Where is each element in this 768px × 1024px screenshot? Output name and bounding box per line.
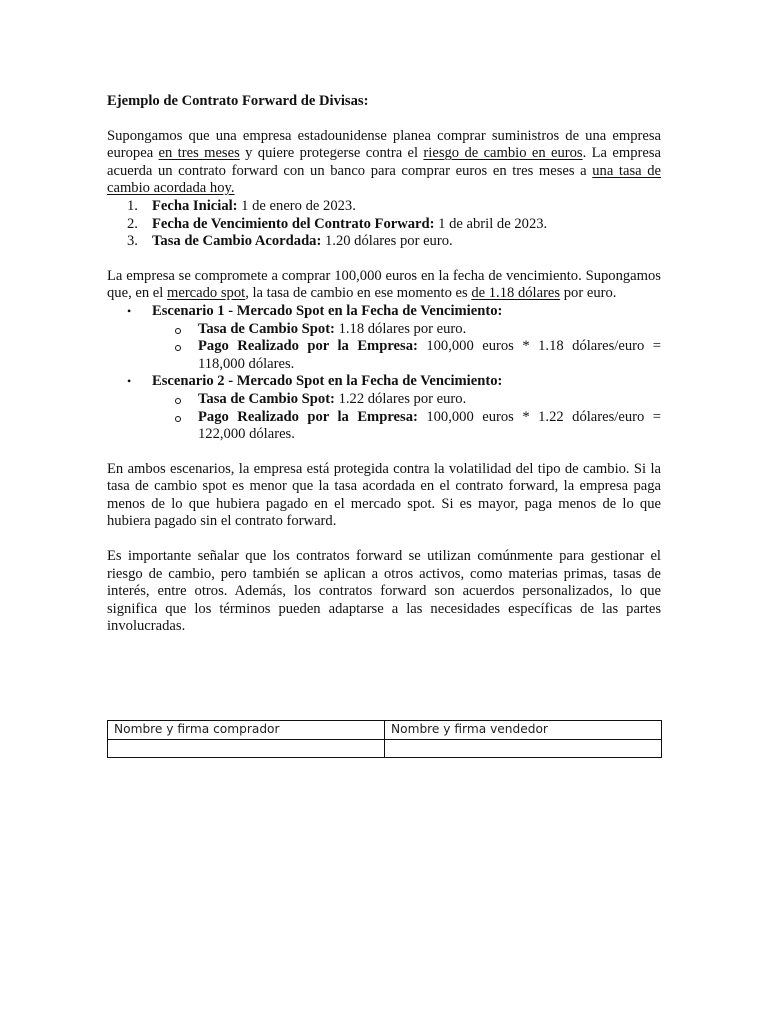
commitment-text-3: por euro. [560,285,617,302]
intro-text-3: . La empresa acuerda un contrato forward con un banco para comprar euros en tres meses a [107,145,661,179]
scenario-title: Escenario 2 - Mercado Spot en la Fecha de Vencimiento: [152,373,503,390]
list-item [107,198,661,216]
detail-value: 1.22 dólares por euro. [334,390,467,407]
intro-underline-2: riesgo de cambio en euros [423,145,583,162]
bullet-icon: • [127,303,132,318]
commitment-text-2: , la tasa de cambio en ese momento es [245,285,472,302]
intro-underline-3: una tasa de cambio acordada hoy. [107,162,661,197]
commitment-underline-2: de 1.18 dólares [471,285,561,302]
scenario-detail [152,338,661,373]
scenario-detail [152,409,661,444]
circle-bullet-icon [175,416,181,422]
intro-text-1: Supongamos que una empresa estadounidense planea comprar suministros de una empresa europea [107,127,661,162]
detail-label: Tasa de Cambio Spot: [198,390,335,407]
scenario-list [107,303,661,444]
list-value: 1 de enero de 2023. [237,197,356,214]
detail-label: Tasa de Cambio Spot: [198,320,335,337]
list-number: 1. [127,197,138,214]
circle-bullet-icon [175,398,181,404]
scenario-item-2 [107,373,661,443]
detail-label: Pago Realizado por la Empresa: [198,338,418,355]
scenario-title: Escenario 1 - Mercado Spot en la Fecha de Vencimiento: [152,302,503,319]
list-number: 3. [127,233,138,250]
list-label: Fecha de Vencimiento del Contrato Forward: [152,215,435,232]
circle-bullet-icon [175,345,181,351]
list-label: Tasa de Cambio Acordada: [152,233,322,250]
commitment-text-1: La empresa se compromete a comprar 100,000 euros en la fecha de vencimiento. Supongamos que, en el [107,267,661,302]
bullet-icon: • [127,374,132,389]
commitment-paragraph [107,268,661,303]
contract-terms-list [107,198,661,251]
table-row [108,739,662,757]
list-item [107,233,661,251]
circle-bullet-icon [175,328,181,334]
document-body [107,93,661,636]
document-title: Ejemplo de Contrato Forward de Divisas: [107,93,369,109]
scenario-detail [152,321,661,339]
intro-underline-1: en tres meses [158,145,240,162]
detail-label: Pago Realizado por la Empresa: [198,408,418,425]
buyer-signature-field[interactable] [108,739,385,757]
list-value: 1 de abril de 2023. [434,215,548,232]
seller-signature-field[interactable] [385,739,662,757]
scenario-item-1 [107,303,661,373]
buyer-signature-label: Nombre y firma comprador [108,721,385,740]
signature-table [107,720,662,758]
list-number: 2. [127,215,138,232]
intro-paragraph [107,128,661,198]
detail-value: 100,000 euros * 1.22 dólares/euro = 122,000 dólares. [198,408,661,443]
list-label: Fecha Inicial: [152,197,238,214]
important-note-paragraph: Es importante señalar que los contratos forward se utilizan comúnmente para gestionar el riesgo de cambio, pero también se aplican a otros activos, como materias primas, tasas de interés, entre otros. Además, los contratos forward son acuerdos personalizados, lo que significa que los términos pueden adaptarse a las necesidades específicas de las partes involucradas. [107,548,661,635]
table-header-row [108,721,662,740]
conclusion-paragraph: En ambos escenarios, la empresa está protegida contra la volatilidad del tipo de cambio. Si la tasa de cambio spot es menor que la tasa acordada en el contrato forward, la empresa paga menos de lo que hubiera pagado en el mercado spot. Si es mayor, paga menos de lo que hubiera pagado sin el contrato forward. [107,460,661,530]
list-item [107,216,661,234]
scenario-details [152,391,661,444]
commitment-underline-1: mercado spot [166,285,246,302]
scenario-details [152,321,661,374]
intro-text-2: y quiere protegerse contra el [239,145,424,162]
scenario-detail [152,391,661,409]
detail-value: 1.18 dólares por euro. [334,320,467,337]
list-value: 1.20 dólares por euro. [321,233,453,250]
detail-value: 100,000 euros * 1.18 dólares/euro = 118,000 dólares. [198,338,661,372]
seller-signature-label: Nombre y firma vendedor [385,721,662,740]
